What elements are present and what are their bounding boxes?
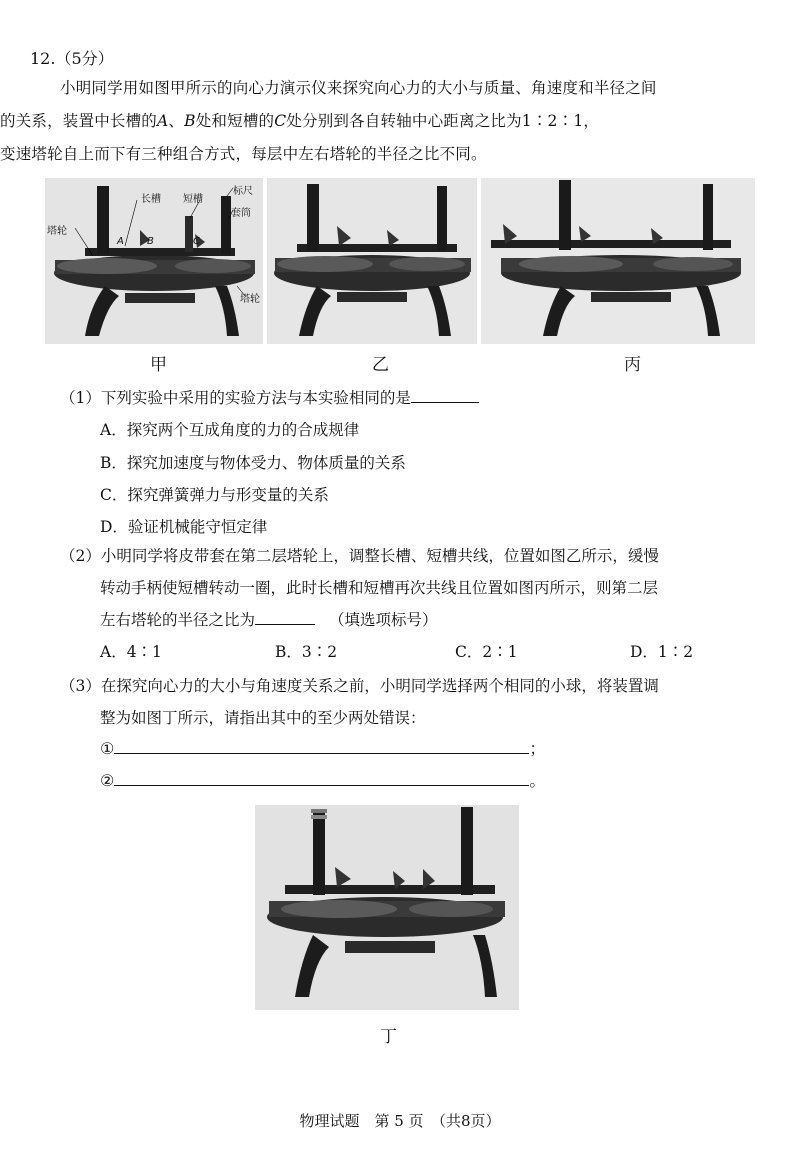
- part2-choice-c: C．2∶1: [455, 643, 518, 661]
- part1-option-b: B．探究加速度与物体受力、物体质量的关系: [100, 454, 406, 472]
- part1-stem-text: （1）下列实验中采用的实验方法与本实验相同的是: [60, 389, 411, 407]
- label-short-slot: 短槽: [183, 194, 203, 205]
- part3-line-1: （3）在探究向心力的大小与角速度关系之前，小明同学选择两个相同的小球，将装置调: [60, 677, 659, 695]
- part2-line-1: （2）小明同学将皮带套在第二层塔轮上，调整长槽、短槽共线，位置如图乙所示，缓慢: [60, 547, 659, 565]
- figure-ding: [255, 805, 519, 1010]
- point-a-text: A: [157, 112, 169, 130]
- point-c-text: C: [274, 112, 287, 130]
- part3-blank-1[interactable]: [114, 739, 529, 754]
- caption-yi: 乙: [372, 355, 389, 375]
- label-scale: 标尺: [233, 186, 253, 197]
- intro-text: 处和短槽的: [195, 112, 275, 130]
- part3-answer-1: [100, 736, 545, 759]
- figure-jia: [45, 178, 263, 344]
- figure-bing: [481, 178, 755, 344]
- label-tower-right: 塔轮: [240, 294, 260, 305]
- part1-answer-blank[interactable]: [411, 388, 479, 403]
- label-point-c: C: [193, 236, 200, 247]
- part3-blank-2[interactable]: [114, 771, 529, 786]
- caption-jia: 甲: [150, 355, 167, 375]
- part2-choice-a: A．4∶1: [100, 643, 162, 661]
- figure-yi: [267, 178, 477, 344]
- part1-stem: [60, 382, 479, 414]
- part3-line-2: 整为如图丁所示，请指出其中的至少两处错误：: [100, 709, 426, 727]
- answer-end-2: 。: [529, 771, 546, 790]
- intro-line-3: 变速塔轮自上而下有三种组合方式，每层中左右塔轮的半径之比不同。: [0, 145, 487, 163]
- point-b-text: B: [184, 112, 196, 130]
- part2-line-3-text: 左右塔轮的半径之比为: [100, 611, 256, 629]
- label-point-b: B: [147, 236, 154, 247]
- figure-row: [45, 178, 755, 346]
- caption-ding: 丁: [380, 1027, 397, 1047]
- caption-bing: 丙: [624, 355, 641, 375]
- part2-choice-d: D．1∶2: [630, 643, 694, 661]
- part2-choice-b: B．3∶2: [275, 643, 338, 661]
- answer-mark-2: ②: [100, 771, 115, 790]
- question-points: （5分）: [55, 49, 114, 68]
- intro-text: 处分别到各自转轴中心距离之比为1∶2∶1，: [286, 112, 600, 130]
- label-point-a: A: [117, 236, 124, 247]
- answer-end-1: ；: [529, 739, 546, 758]
- intro-text: 的关系，装置中长槽的: [0, 112, 158, 130]
- answer-mark-1: ①: [100, 739, 115, 758]
- intro-sep: 、: [168, 112, 185, 130]
- part2-line-3: [100, 604, 438, 636]
- label-tower-left: 塔轮: [47, 226, 67, 237]
- part2-hint: （填选项标号）: [329, 611, 438, 629]
- label-sleeve: 套筒: [231, 208, 251, 219]
- part1-option-c: C．探究弹簧弹力与形变量的关系: [100, 486, 329, 504]
- question-number: 12.: [30, 49, 56, 68]
- part1-option-d: D．验证机械能守恒定律: [100, 518, 268, 536]
- intro-line-1: 小明同学用如图甲所示的向心力演示仪来探究向心力的大小与质量、角速度和半径之间: [60, 79, 657, 97]
- question-intro: [0, 72, 760, 171]
- page-footer: 物理试题 第 5 页 （共8页）: [299, 1112, 501, 1130]
- intro-line-2: [0, 105, 760, 138]
- part3-answer-2: [100, 768, 545, 791]
- question-header: [30, 46, 114, 69]
- label-long-slot: 长槽: [141, 194, 161, 205]
- part1-option-a: A．探究两个互成角度的力的合成规律: [100, 421, 360, 439]
- part2-line-2: 转动手柄使短槽转动一圈，此时长槽和短槽再次共线且位置如图丙所示，则第二层: [100, 579, 659, 597]
- part2-answer-blank[interactable]: [255, 610, 315, 625]
